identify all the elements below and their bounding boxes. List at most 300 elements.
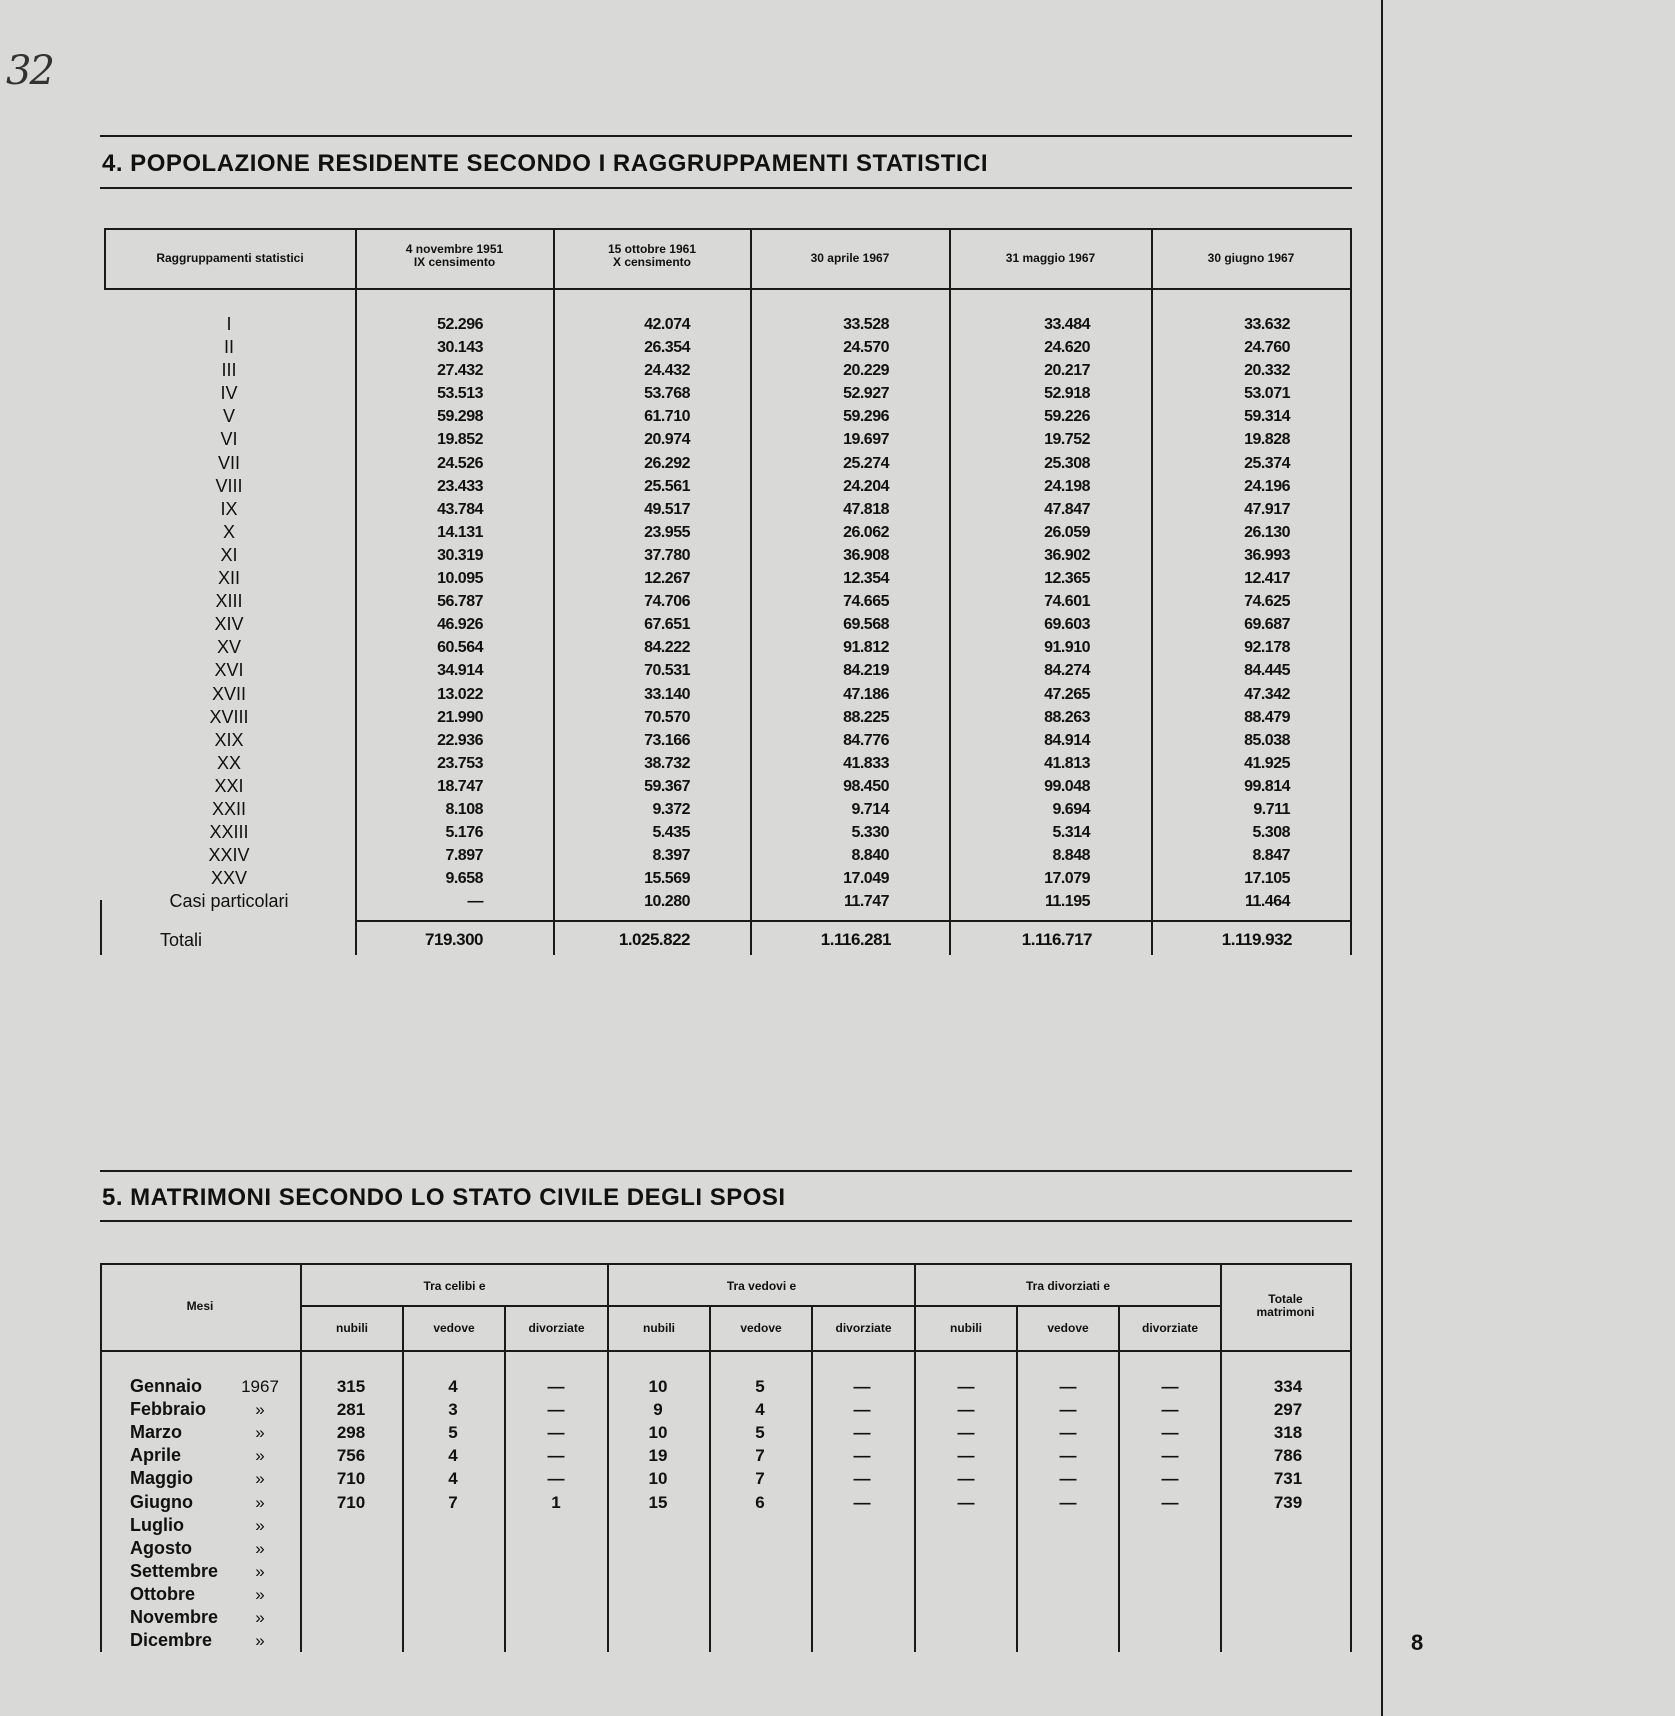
table5-vline-left	[100, 1263, 102, 1652]
table5-value: —	[1161, 1377, 1179, 1396]
table4-may1967-cell: 91.910	[1044, 639, 1090, 657]
table5-year: »	[255, 1400, 265, 1420]
table4-1961-cell: 49.517	[644, 500, 690, 518]
table4-1951-cell: 24.526	[437, 454, 483, 472]
table4-row-label-cell: XII	[217, 568, 240, 589]
table5-month: Gennaio	[130, 1376, 203, 1396]
table5-value: —	[957, 1400, 975, 1420]
table5-subheader: divorziate	[1141, 1321, 1198, 1335]
table5-value: —	[1059, 1492, 1077, 1512]
table5-row	[104, 1491, 1354, 1514]
table4-1951-cell: —	[467, 893, 483, 911]
table4-1951-cell: 30.319	[437, 546, 483, 564]
table4-jun1967-cell: 88.479	[1244, 708, 1290, 726]
table5-value: —	[957, 1469, 975, 1489]
table5-value: —	[957, 1423, 975, 1443]
table4-vline-far-left	[100, 900, 102, 955]
table5-month: Dicembre	[130, 1630, 213, 1651]
table5-year: »	[255, 1608, 265, 1627]
table5-year: »	[255, 1515, 265, 1535]
table4-col-jun1967	[1150, 313, 1290, 913]
table4-jun1967-cell: 84.445	[1244, 662, 1290, 680]
table4-row-label-cell: V	[222, 406, 235, 427]
table4-apr1967-cell: 84.776	[843, 731, 889, 749]
table5-value: —	[547, 1446, 565, 1466]
table4-1951-cell: 13.022	[437, 685, 483, 703]
table5-value: 19	[648, 1446, 668, 1466]
table5-value: 6	[755, 1492, 765, 1512]
table4-apr1967-cell: 47.186	[843, 685, 889, 703]
table4-1951-cell: 43.784	[437, 500, 483, 518]
table5-row	[104, 1398, 1354, 1421]
table4-row-label-cell: XXII	[211, 798, 246, 819]
table5-value: 710	[336, 1492, 366, 1512]
table5-row	[104, 1467, 1354, 1490]
table5-value: —	[853, 1492, 871, 1512]
table5-value: —	[1059, 1400, 1077, 1420]
table4-1961-cell: 70.531	[644, 662, 690, 680]
table4-apr1967-cell: 69.568	[843, 616, 889, 634]
table4-may1967-cell: 84.274	[1044, 662, 1090, 680]
table4-row-label-cell: XVII	[211, 683, 246, 704]
table4-1961-cell: 38.732	[644, 754, 690, 772]
table4-header-label: Raggruppamenti statistici	[156, 251, 304, 265]
table4-1951-cell: 53.513	[437, 385, 483, 403]
table5-value: 7	[755, 1446, 765, 1466]
table5-title: 5. MATRIMONI SECONDO LO STATO CIVILE DEGLI SPOSI	[102, 1184, 786, 1211]
table5-value: —	[853, 1400, 871, 1420]
table5-value: 298	[336, 1423, 366, 1443]
table4-may1967-cell: 24.198	[1044, 477, 1090, 495]
table4-may1967-cell: 41.813	[1044, 754, 1090, 772]
table4-totals-label: Totali	[160, 930, 203, 950]
table4-apr1967-cell: 74.665	[843, 593, 889, 611]
table4-jun1967-cell: 33.632	[1244, 316, 1290, 333]
table4-apr1967-cell: 36.908	[843, 546, 889, 564]
table4-jun1967-cell: 69.687	[1244, 616, 1290, 634]
table4-apr1967-cell: 24.570	[843, 339, 889, 357]
table5-row	[104, 1375, 1354, 1398]
table5-value: —	[1161, 1423, 1179, 1443]
table4-row-label-cell: Casi particolari	[169, 891, 289, 912]
table5-header-mesi	[102, 1300, 298, 1313]
table5-value: 5	[755, 1423, 765, 1443]
table4-total-may1967: 1.116.717	[1021, 930, 1092, 949]
table4-apr1967-cell: 91.812	[843, 639, 889, 657]
table4-1951-cell: 14.131	[437, 523, 483, 541]
table4-1961-cell: 23.955	[644, 523, 690, 541]
table4-1951-cell: 56.787	[437, 593, 483, 611]
table5-month: Luglio	[130, 1514, 184, 1535]
table4-header-apr1967-line1: 30 aprile 1967	[810, 251, 890, 265]
table4-may1967-cell: 20.217	[1044, 362, 1090, 380]
table4-row-label-cell: VIII	[215, 475, 243, 496]
table5-month: Giugno	[130, 1491, 193, 1512]
table4-col-may1967	[950, 313, 1090, 913]
table4-jun1967-cell: 24.196	[1244, 477, 1290, 495]
table4-title-rule-top	[100, 135, 1352, 137]
table4-apr1967-cell: 59.296	[843, 408, 889, 426]
table5-value: 5	[755, 1377, 765, 1396]
table4-total-1961: 1.025.822	[618, 930, 690, 949]
table4-1961-cell: 9.372	[652, 800, 690, 818]
table5-value: —	[1059, 1377, 1077, 1396]
table4-may1967-cell: 47.847	[1044, 500, 1090, 518]
table5-subheader: nubili	[950, 1321, 982, 1335]
table4-1951-cell: 21.990	[437, 708, 483, 726]
table4-1961-cell: 8.397	[652, 847, 690, 865]
table4-jun1967-cell: 12.417	[1244, 570, 1290, 588]
table4-may1967-cell: 59.226	[1044, 408, 1090, 426]
table4-apr1967-cell: 47.818	[843, 500, 889, 518]
table5-total: 297	[1273, 1400, 1303, 1420]
table5-row	[104, 1606, 1354, 1629]
table5-value: 10	[648, 1469, 668, 1489]
table4-may1967-cell: 19.752	[1044, 431, 1090, 449]
table5-title-rule-bottom	[100, 1220, 1352, 1222]
table4-apr1967-cell: 25.274	[843, 454, 889, 472]
table4-1951-cell: 30.143	[437, 339, 483, 357]
table4-apr1967-cell: 8.840	[851, 847, 889, 865]
table5-value: —	[853, 1446, 871, 1466]
table4-1961-cell: 20.974	[644, 431, 690, 449]
table5-value: —	[957, 1377, 975, 1396]
table4-may1967-cell: 9.694	[1052, 800, 1090, 818]
table4-may1967-cell: 11.195	[1044, 893, 1090, 911]
table4-may1967-cell: 12.365	[1044, 570, 1090, 588]
table4-row-label-cell: XIV	[214, 614, 244, 635]
table4-row-label-cell: X	[222, 521, 235, 542]
table5-row	[104, 1421, 1354, 1444]
table5-value: —	[1161, 1492, 1179, 1512]
table5-subheader: vedove	[1047, 1321, 1089, 1335]
table4-row-label-cell: XI	[220, 544, 238, 565]
table5-value: 3	[448, 1400, 458, 1420]
table5-value: —	[1059, 1446, 1077, 1466]
table5-header-top-rule	[100, 1263, 1352, 1265]
table4-header-groups	[106, 252, 354, 265]
table5-header-totale-line1: Totale	[1268, 1292, 1303, 1306]
table5-value: 4	[448, 1446, 458, 1466]
table5-subheader: divorziate	[835, 1321, 892, 1335]
table4-jun1967-cell: 5.308	[1252, 824, 1290, 842]
table5-value: —	[547, 1400, 565, 1420]
table4-may1967-cell: 5.314	[1052, 824, 1090, 842]
table4-may1967-cell: 8.848	[1052, 847, 1090, 865]
table4-may1967-cell: 52.918	[1044, 385, 1090, 403]
table4-row-label-cell: XIII	[215, 591, 243, 612]
table4-may1967-cell: 25.308	[1044, 454, 1090, 472]
table5-total: 739	[1273, 1492, 1303, 1512]
table4-row-label-cell: II	[223, 337, 234, 358]
table4-row-label-cell: I	[226, 314, 232, 334]
table4-may1967-cell: 36.902	[1044, 546, 1090, 564]
table4-header-bottom-rule	[104, 288, 1352, 290]
table5-value: —	[1161, 1446, 1179, 1466]
table4-1961-cell: 37.780	[644, 546, 690, 564]
table4-1961-cell: 33.140	[644, 685, 690, 703]
table4-1961-cell: 73.166	[644, 731, 690, 749]
table5-subheader: nubili	[336, 1321, 368, 1335]
table4-1961-cell: 12.267	[644, 570, 690, 588]
table5-value: 710	[336, 1469, 366, 1489]
table4-jun1967-cell: 47.342	[1244, 685, 1290, 703]
table5-value: —	[957, 1492, 975, 1512]
table5-value: 10	[648, 1423, 668, 1443]
table5-value: —	[1059, 1469, 1077, 1489]
table4-jun1967-cell: 25.374	[1244, 454, 1290, 472]
table5-title-rule-top	[100, 1170, 1352, 1172]
table4-apr1967-cell: 17.049	[843, 870, 889, 888]
table4-1951-cell: 34.914	[437, 662, 483, 680]
table4-jun1967-cell: 9.711	[1253, 800, 1290, 818]
table4-apr1967-cell: 24.204	[843, 477, 889, 495]
table4-1961-cell: 24.432	[644, 362, 690, 380]
table4-may1967-cell: 26.059	[1044, 523, 1090, 541]
table5-value: 4	[448, 1377, 458, 1396]
table4-row-label-cell: VI	[220, 429, 238, 450]
table4-1961-cell: 25.561	[644, 477, 690, 495]
table4-1961-cell: 26.292	[644, 454, 690, 472]
table5-value: 7	[448, 1492, 458, 1512]
table4-1961-cell: 61.710	[644, 408, 690, 426]
table5-header-group3	[916, 1280, 1220, 1293]
table5-header-mid-rule	[302, 1305, 1220, 1307]
handwritten-note: 32	[6, 48, 53, 94]
table4-jun1967-cell: 99.814	[1244, 777, 1290, 795]
table4-total-jun1967: 1.119.932	[1221, 930, 1292, 949]
table4-row-label-cell: XXIV	[208, 845, 250, 866]
table4-row-label-cell: XVI	[214, 660, 244, 681]
table4-1951-cell: 23.433	[437, 477, 483, 495]
table5-month: Settembre	[130, 1560, 219, 1581]
table4-vline-right	[1350, 228, 1352, 955]
table4-may1967-cell: 17.079	[1044, 870, 1090, 888]
table4-1951-cell: 60.564	[437, 639, 483, 657]
table4-1961-cell: 70.570	[644, 708, 690, 726]
table5-total: 334	[1273, 1377, 1303, 1396]
table5-value: —	[1059, 1423, 1077, 1443]
table4-row-label-cell: XVIII	[209, 706, 249, 727]
table5-header-bottom-rule	[100, 1350, 1352, 1352]
table4-may1967-cell: 84.914	[1044, 731, 1090, 749]
table5-year: »	[255, 1492, 265, 1512]
table5-value: 4	[448, 1469, 458, 1489]
table5-value: 1	[551, 1492, 561, 1512]
table4-apr1967-cell: 20.229	[843, 362, 889, 380]
table4-1961-cell: 74.706	[644, 593, 690, 611]
table4-row-label-cell: III	[221, 360, 237, 381]
table5-header-group2	[609, 1280, 914, 1293]
table4-jun1967-cell: 17.105	[1244, 870, 1290, 888]
table4-apr1967-cell: 52.927	[843, 385, 889, 403]
table5-year: »	[255, 1538, 265, 1558]
table4-1951-cell: 27.432	[437, 362, 483, 380]
table5-year: »	[255, 1469, 265, 1489]
table4-jun1967-cell: 53.071	[1244, 385, 1290, 403]
table5-row	[104, 1560, 1354, 1583]
table4-row-label-cell: XXIII	[209, 822, 249, 843]
table4-header-1961	[555, 243, 749, 269]
table4-1961-cell: 59.367	[644, 777, 690, 795]
table4-1961-cell: 5.435	[652, 824, 690, 842]
table4-header-may1967	[951, 252, 1150, 265]
table5-value: 5	[448, 1423, 458, 1443]
table5-row	[104, 1537, 1354, 1560]
table5-header-totale	[1222, 1293, 1349, 1319]
table4-apr1967-cell: 12.354	[843, 570, 889, 588]
table4-header-1951-line2: IX censimento	[413, 255, 496, 269]
table4-1951-cell: 9.658	[445, 870, 483, 888]
table5-month: Marzo	[130, 1422, 183, 1443]
table5-month: Agosto	[130, 1537, 192, 1558]
table5-subheader: divorziate	[528, 1321, 585, 1335]
table4-total-rule	[356, 920, 1352, 922]
table4-row-label-cell: IX	[220, 498, 238, 519]
table4-apr1967-cell: 98.450	[843, 777, 889, 795]
table4-row-label-cell: XX	[216, 752, 241, 773]
table4-apr1967-cell: 33.528	[843, 316, 889, 333]
table5-year: »	[255, 1631, 265, 1651]
table5-year: »	[255, 1561, 265, 1581]
table5-header-group2-text: Tra vedovi e	[726, 1279, 797, 1293]
table5-value: 281	[336, 1400, 366, 1420]
table4-jun1967-cell: 41.925	[1244, 754, 1290, 772]
table4-jun1967-cell: 59.314	[1244, 408, 1290, 426]
table5-header-group1	[302, 1280, 607, 1293]
table4-jun1967-cell: 92.178	[1244, 639, 1290, 657]
table4-row-label-cell: XXV	[210, 868, 248, 889]
table4-header-jun1967-line1: 30 giugno 1967	[1207, 251, 1295, 265]
table4-apr1967-cell: 84.219	[843, 662, 889, 680]
table5-value: 10	[648, 1377, 668, 1396]
table5-value: —	[547, 1377, 565, 1396]
table4-may1967-cell: 47.265	[1044, 685, 1090, 703]
table4-jun1967-cell: 20.332	[1244, 362, 1290, 380]
table5-value: —	[547, 1469, 565, 1489]
table4-jun1967-cell: 26.130	[1244, 523, 1290, 541]
table4-1951-cell: 5.176	[445, 824, 483, 842]
table5-total: 731	[1273, 1469, 1303, 1489]
table5-year: »	[255, 1423, 265, 1443]
table5-value: —	[1161, 1400, 1179, 1420]
table4-1951-cell: 10.095	[437, 570, 483, 588]
table5-header-mesi-text: Mesi	[186, 1299, 214, 1313]
table5-value: 4	[755, 1400, 765, 1420]
table4-1951-cell: 18.747	[437, 777, 483, 795]
table4-may1967-cell: 69.603	[1044, 616, 1090, 634]
table4-apr1967-cell: 41.833	[843, 754, 889, 772]
table5-month: Novembre	[130, 1607, 219, 1627]
table5-month: Maggio	[130, 1468, 193, 1489]
table5-value: 756	[336, 1446, 366, 1466]
table4-label-column	[104, 313, 354, 913]
table4-total-1951: 719.300	[425, 930, 483, 949]
table4-1961-cell: 42.074	[644, 316, 690, 333]
table4-jun1967-cell: 19.828	[1244, 431, 1290, 449]
table4-apr1967-cell: 26.062	[843, 523, 889, 541]
table4-col-1961	[550, 313, 690, 913]
table5-value: 7	[755, 1469, 765, 1489]
table4-jun1967-cell: 74.625	[1244, 593, 1290, 611]
table5-value: 315	[336, 1377, 366, 1396]
table5-row	[104, 1629, 1354, 1652]
table4-apr1967-cell: 9.714	[851, 800, 889, 818]
table4-header-top-rule	[104, 228, 1352, 230]
table4-jun1967-cell: 24.760	[1244, 339, 1290, 357]
table5-row	[104, 1514, 1354, 1537]
table4-jun1967-cell: 11.464	[1244, 893, 1290, 911]
page-spine	[1381, 0, 1383, 1716]
table4-apr1967-cell: 11.747	[843, 893, 889, 911]
table5-total: 318	[1273, 1423, 1303, 1443]
table5-subheader: vedove	[740, 1321, 782, 1335]
table5-subheader: nubili	[643, 1321, 675, 1335]
table4-1951-cell: 22.936	[437, 731, 483, 749]
table4-title: 4. POPOLAZIONE RESIDENTE SECONDO I RAGGRUPPAMENTI STATISTICI	[102, 150, 989, 177]
table4-header-1951	[357, 243, 552, 269]
table5-value: —	[957, 1446, 975, 1466]
table5-year: 1967	[241, 1377, 279, 1396]
table4-may1967-cell: 74.601	[1044, 593, 1090, 611]
table4-1961-cell: 15.569	[644, 870, 690, 888]
table5-value: —	[547, 1423, 565, 1443]
table5-month: Ottobre	[130, 1583, 195, 1604]
table4-1961-cell: 84.222	[644, 639, 690, 657]
table4-header-may1967-line1: 31 maggio 1967	[1005, 251, 1096, 265]
table4-1951-cell: 52.296	[437, 316, 483, 333]
table4-1961-cell: 10.280	[644, 893, 690, 911]
table4-header-apr1967	[752, 252, 948, 265]
table4-may1967-cell: 33.484	[1044, 316, 1090, 333]
table5-value: 15	[648, 1492, 668, 1512]
table4-total-apr1967: 1.116.281	[820, 930, 891, 949]
table5-row	[104, 1444, 1354, 1467]
table4-1951-cell: 46.926	[437, 616, 483, 634]
table4-1951-cell: 8.108	[445, 800, 483, 818]
table5-total: 786	[1273, 1446, 1303, 1466]
table4-1961-cell: 53.768	[644, 385, 690, 403]
table4-jun1967-cell: 85.038	[1244, 731, 1290, 749]
table4-apr1967-cell: 5.330	[851, 824, 889, 842]
table5-value: —	[853, 1423, 871, 1443]
table4-may1967-cell: 88.263	[1044, 708, 1090, 726]
table4-jun1967-cell: 8.847	[1252, 847, 1290, 865]
table4-header-1961-line1: 15 ottobre 1961	[607, 242, 697, 256]
table4-may1967-cell: 24.620	[1044, 339, 1090, 357]
table4-jun1967-cell: 36.993	[1244, 546, 1290, 564]
table4-title-rule-bottom	[100, 187, 1352, 189]
table4-1951-cell: 59.298	[437, 408, 483, 426]
table4-header-1961-line2: X censimento	[612, 255, 692, 269]
table5-value: —	[1161, 1469, 1179, 1489]
table4-may1967-cell: 99.048	[1044, 777, 1090, 795]
table4-apr1967-cell: 19.697	[843, 431, 889, 449]
table5-header-group3-text: Tra divorziati e	[1025, 1279, 1111, 1293]
table4-row-label-cell: XXI	[214, 775, 244, 796]
page-number: 8	[1411, 1630, 1424, 1655]
table4-header-1951-line1: 4 novembre 1951	[405, 242, 504, 256]
table5-row	[104, 1583, 1354, 1606]
table5-month: Aprile	[130, 1445, 182, 1466]
table4-1961-cell: 67.651	[644, 616, 690, 634]
table4-1951-cell: 19.852	[437, 431, 483, 449]
table4-col-apr1967	[749, 313, 889, 913]
table4-1961-cell: 26.354	[644, 339, 690, 357]
table5-value: 9	[653, 1400, 663, 1420]
table4-col-1951	[343, 313, 483, 913]
table5-header-totale-line2: matrimoni	[1256, 1305, 1315, 1319]
